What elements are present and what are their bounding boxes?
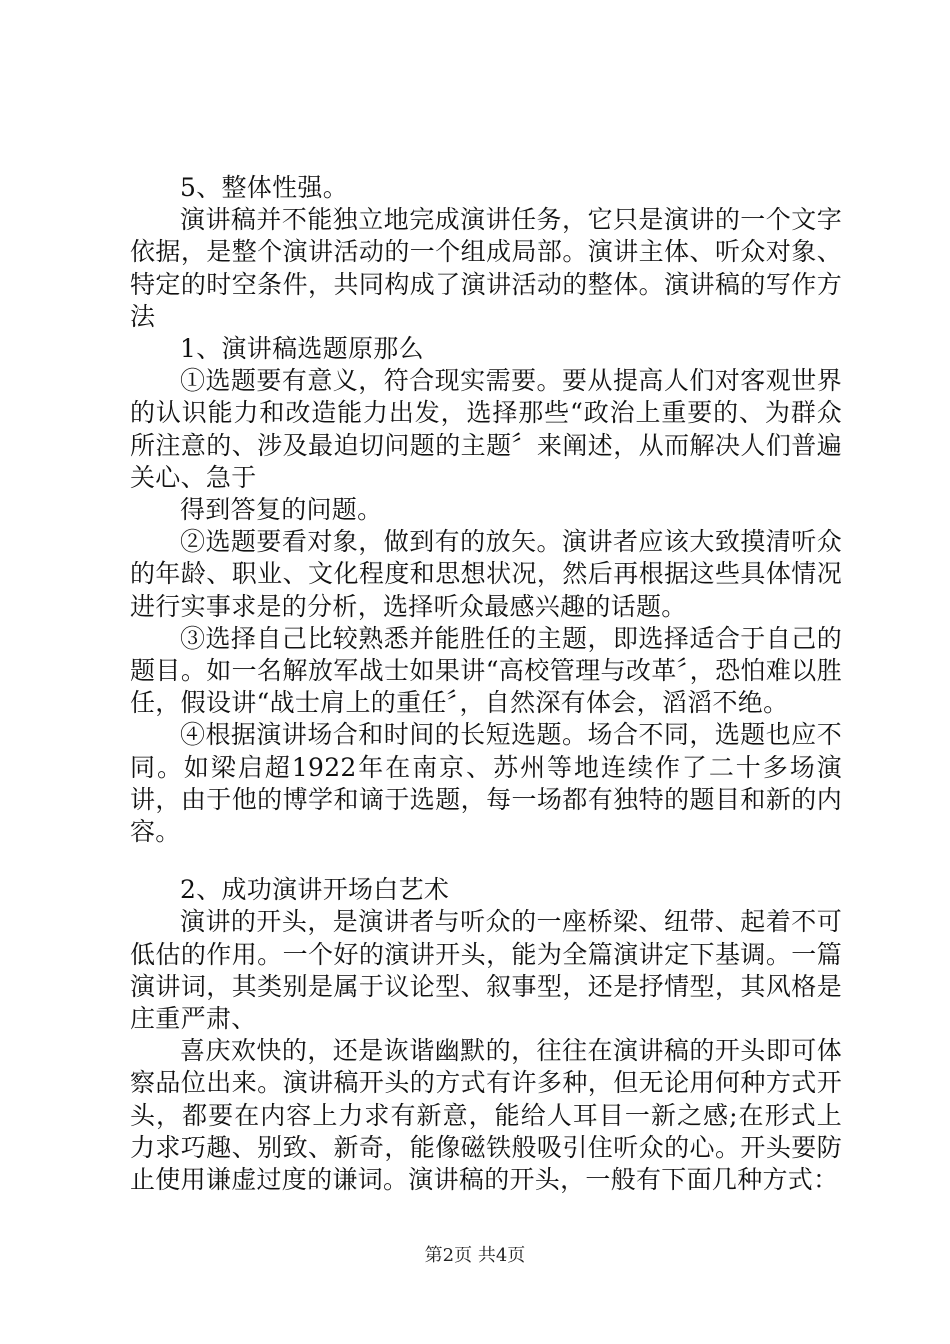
paragraph-heading-5: 5、整体性强。 — [180, 173, 349, 202]
paragraph: ①选题要有意义，符合现实需要。要从提高人们对客观世界的认识能力和改造能力出发，选择那些“政治上重要的、为群众所注意的、涉及最迫切问题的主题〞来阐述，从而解决人们普遍关心、急于 — [130, 366, 842, 492]
paragraph: ④根据演讲场合和时间的长短选题。场合不同，选题也应不同。如梁启超1922年在南京、苏州等地连续作了二十多场演讲，由于他的博学和谪于选题，每一场都有独特的题目和新的内容。 — [130, 720, 842, 847]
paragraph: ②选题要看对象，做到有的放矢。演讲者应该大致摸清听众的年龄、职业、文化程度和思想状况，然后再根据这些具体情况进行实事求是的分析，选择听众最感兴趣的话题。 — [130, 527, 842, 621]
paragraph: 演讲的开头，是演讲者与听众的一座桥梁、纽带、起着不可低估的作用。一个好的演讲开头，能为全篇演讲定下基调。一篇演讲词，其类别是属于议论型、叙事型，还是抒情型，其风格是庄重严肃、 — [130, 907, 842, 1034]
paragraph-heading-1: 1、演讲稿选题原那么 — [180, 334, 424, 364]
paragraph: 得到答复的问题。 — [180, 495, 383, 525]
body-text — [130, 172, 842, 1196]
paragraph: ③选择自己比较熟悉并能胜任的主题，即选择适合于自己的题目。如一名解放军战士如果讲“高校管理与改革〞，恐怕难以胜任，假设讲“战士肩上的重任〞，自然深有体会，滔滔不绝。 — [130, 623, 842, 718]
paragraph: 演讲稿并不能独立地完成演讲任务，它只是演讲的一个文字依据，是整个演讲活动的一个组成局部。演讲主体、听众对象、特定的时空条件，共同构成了演讲活动的整体。演讲稿的写作方法 — [130, 205, 842, 331]
paragraph: 喜庆欢快的，还是诙谐幽默的，往往在演讲稿的开头即可体察品位出来。演讲稿开头的方式有许多种，但无论用何种方式开头，都要在内容上力求有新意，能给人耳目一新之感;在形式上力求巧趣、别致、新奇，能像磁铁般吸引住听众的心。开头要防止使用谦虚过度的谦词。演讲稿的开头，一般有下面几种方式： — [130, 1036, 842, 1195]
paragraph-heading-2: 2、成功演讲开场白艺术 — [180, 875, 450, 905]
page-number-footer: 第2页 共4页 — [424, 1245, 526, 1266]
